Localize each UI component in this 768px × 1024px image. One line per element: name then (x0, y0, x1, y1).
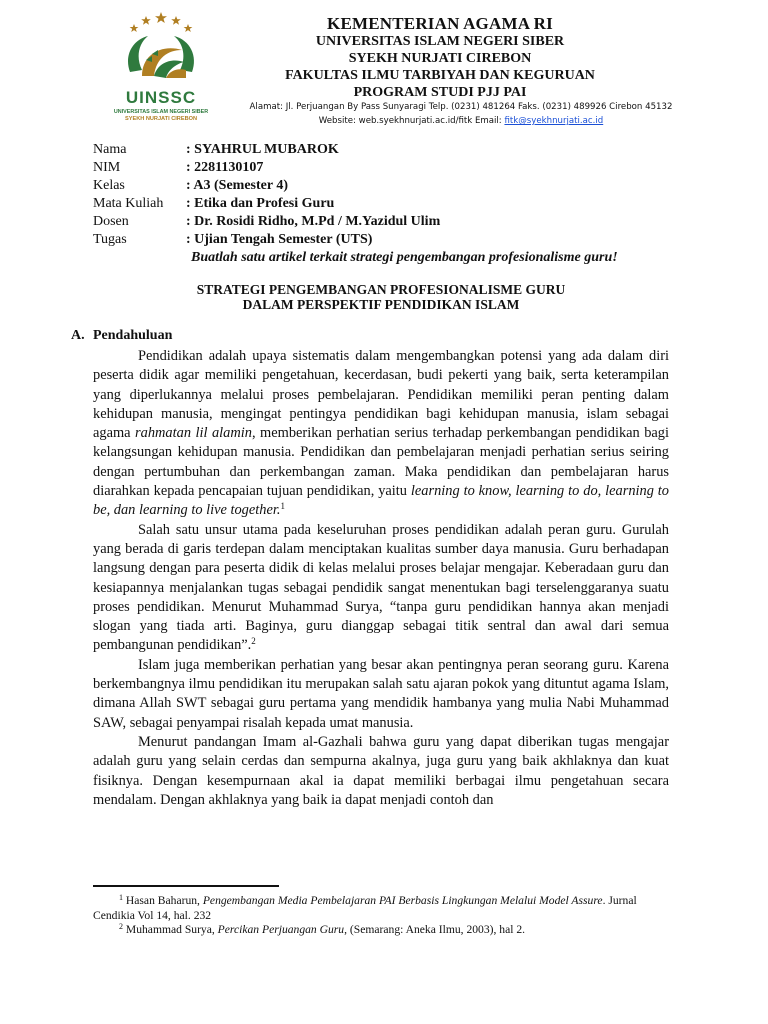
faculty-name: FAKULTAS ILMU TARBIYAH DAN KEGURUAN (285, 68, 595, 83)
emphasis-text: learning to know, learning to do, learning to be, dan learning to live together. (93, 483, 669, 519)
identity-row (93, 231, 693, 249)
identity-row (93, 159, 693, 177)
footnote-text: , (Semarang: Aneka Ilmu, 2003), hal 2. (344, 923, 526, 936)
footnote-text: Muhammad Surya, (123, 923, 218, 936)
identity-value: : Etika dan Profesi Guru (186, 196, 335, 211)
footnote-title: Percikan Perjuangan Guru (217, 923, 345, 936)
identity-row (93, 177, 693, 195)
logo-emblem-icon (102, 10, 220, 90)
identity-value: : Dr. Rosidi Ridho, M.Pd / M.Yazidul Ulim (186, 214, 441, 229)
identity-key: Mata Kuliah (93, 196, 164, 211)
section-title: Pendahuluan (93, 328, 173, 343)
paragraph-text: , memberikan perhatian serius terhadap perkembangan pendidikan bagi kelangsungan kehidupan manusia. Pendidikan dan pembelajaran menjadi perhatian serius seiring dengan pertumbuhan dan perkembangan zaman. Maka pendidikan dan pembelajaran harus diarahkan kepada pencapaian tujuan pendidikan, yaitu (93, 425, 669, 500)
university-logo (102, 10, 220, 128)
identity-key: Dosen (93, 214, 129, 229)
footnote-1 (93, 893, 669, 923)
email-link[interactable]: fitk@syekhnurjati.ac.id (504, 116, 604, 126)
paragraph-4: Menurut pandangan Imam al-Gazhali bahwa guru yang dapat diberikan tugas mengajar adalah guru yang selain cerdas dan sempurna akalnya, juga guru yang baik akhlaknya dan kuat fisiknya. Dengan kesempurnaan akal ia dapat memiliki berbagai ilmu pengetahuan secara mendalam. Dengan akhlaknya yang baik ia dapat menjadi contoh dan (93, 733, 669, 808)
footnote-title: Pengembangan Media Pembelajaran PAI Berbasis Lingkungan Melalui Model Assure (202, 894, 603, 907)
letterhead-contact (236, 100, 686, 128)
article-title-line-1: STRATEGI PENGEMBANGAN PROFESIONALISME GURU (196, 282, 566, 297)
task-instruction: Buatlah satu artikel terkait strategi pengembangan profesionalisme guru! (191, 250, 618, 265)
logo-subline: UNIVERSITAS ISLAM NEGERI SIBER (113, 109, 209, 115)
paragraph-text: Pendidikan adalah upaya sistematis dalam mengembangkan potensi yang ada dalam diri peserta didik agar memiliki pengetahuan, kecerdasan, budi pekerti yang baik, serta keterampilan yang diperlukannya melalui proses pembelajaran. Pendidikan memiliki peran penting dalam kehidupan manusia, mengingat pentingya pendidikan bagi kehidupan manusia, islam sebagai agama (93, 348, 669, 442)
university-name-2: SYEKH NURJATI CIREBON (348, 51, 532, 66)
paragraph-3: Islam juga memberikan perhatian yang besar akan pentingnya peran seorang guru. Karena berkembangnya ilmu pendidikan itu merupakan salah satu ajaran pokok yang dituntut agama Islam, dimana Allah SWT sebagai guru pertama yang mendidik hambanya yang mulia Nabi Muhammad SAW, sebagai penyampai risalah kepada umat manusia. (93, 656, 669, 731)
footnote-number: 1 (119, 893, 123, 902)
website-line (236, 114, 686, 128)
paragraph-1 (93, 347, 669, 521)
section-number: A. (71, 328, 85, 343)
identity-row (93, 141, 693, 159)
article-title (90, 282, 672, 312)
identity-row (93, 213, 693, 231)
identity-value: : SYAHRUL MUBAROK (186, 142, 339, 157)
footnote-text: Hasan Baharun, (123, 894, 203, 907)
identity-key: Kelas (93, 178, 125, 193)
logo-wordmark: UINSSC (125, 88, 197, 107)
identity-value: : 2281130107 (186, 160, 264, 175)
footnote-ref[interactable]: 2 (251, 636, 256, 647)
student-identity (93, 141, 693, 249)
program-name: PROGRAM STUDI PJJ PAI (353, 85, 527, 100)
footnote-text: . Jurnal Cendikia Vol 14, hal. 232 (93, 894, 637, 922)
logo-subline-2: SYEKH NURJATI CIREBON (125, 116, 197, 122)
identity-key: NIM (93, 160, 121, 175)
footnote-number: 2 (119, 922, 123, 931)
university-name-1: UNIVERSITAS ISLAM NEGERI SIBER (315, 34, 565, 49)
letterhead-heading (240, 14, 640, 101)
ministry-name: KEMENTERIAN AGAMA RI (327, 14, 553, 33)
footnote-divider (93, 885, 279, 887)
paragraph-2 (93, 521, 669, 656)
article-title-line-2: DALAM PERSPEKTIF PENDIDIKAN ISLAM (242, 297, 520, 312)
identity-value: : A3 (Semester 4) (186, 178, 288, 193)
address-line: Alamat: Jl. Perjuangan By Pass Sunyaragi Telp. (0231) 481264 Faks. (0231) 489926 Cirebon 45132 (249, 102, 673, 112)
article-body (93, 347, 669, 810)
footnote-2 (93, 922, 669, 937)
identity-row (93, 195, 693, 213)
website-text: Website: web.syekhnurjati.ac.id/fitk Email: (318, 116, 505, 126)
emphasis-text: rahmatan lil alamin (135, 425, 252, 442)
identity-key: Nama (93, 142, 127, 157)
identity-value: : Ujian Tengah Semester (UTS) (186, 232, 373, 247)
section-heading (71, 328, 172, 344)
footnote-ref[interactable]: 1 (280, 501, 285, 512)
paragraph-text: Salah satu unsur utama pada keseluruhan proses pendidikan adalah peran guru. Gurulah yang berada di garis terdepan dalam menciptakan kualitas sumber daya manusia. Guru berhadapan langsung dengan para peserta didik di kelas melalui proses belajar mengajar. Keberadaan guru dan kesiapannya menjalankan tugas sebagai pendidik sangat menentukan bagi terselenggaranya suatu proses pendidikan. Menurut Muhammad Surya, “tanpa guru pendidikan hannya akan menjadi slogan yang tiada arti. Baginya, guru dianggap sebagai titik sentral dan awal dari semua pembangunan pendidikan”. (93, 521, 669, 654)
identity-key: Tugas (93, 232, 127, 247)
